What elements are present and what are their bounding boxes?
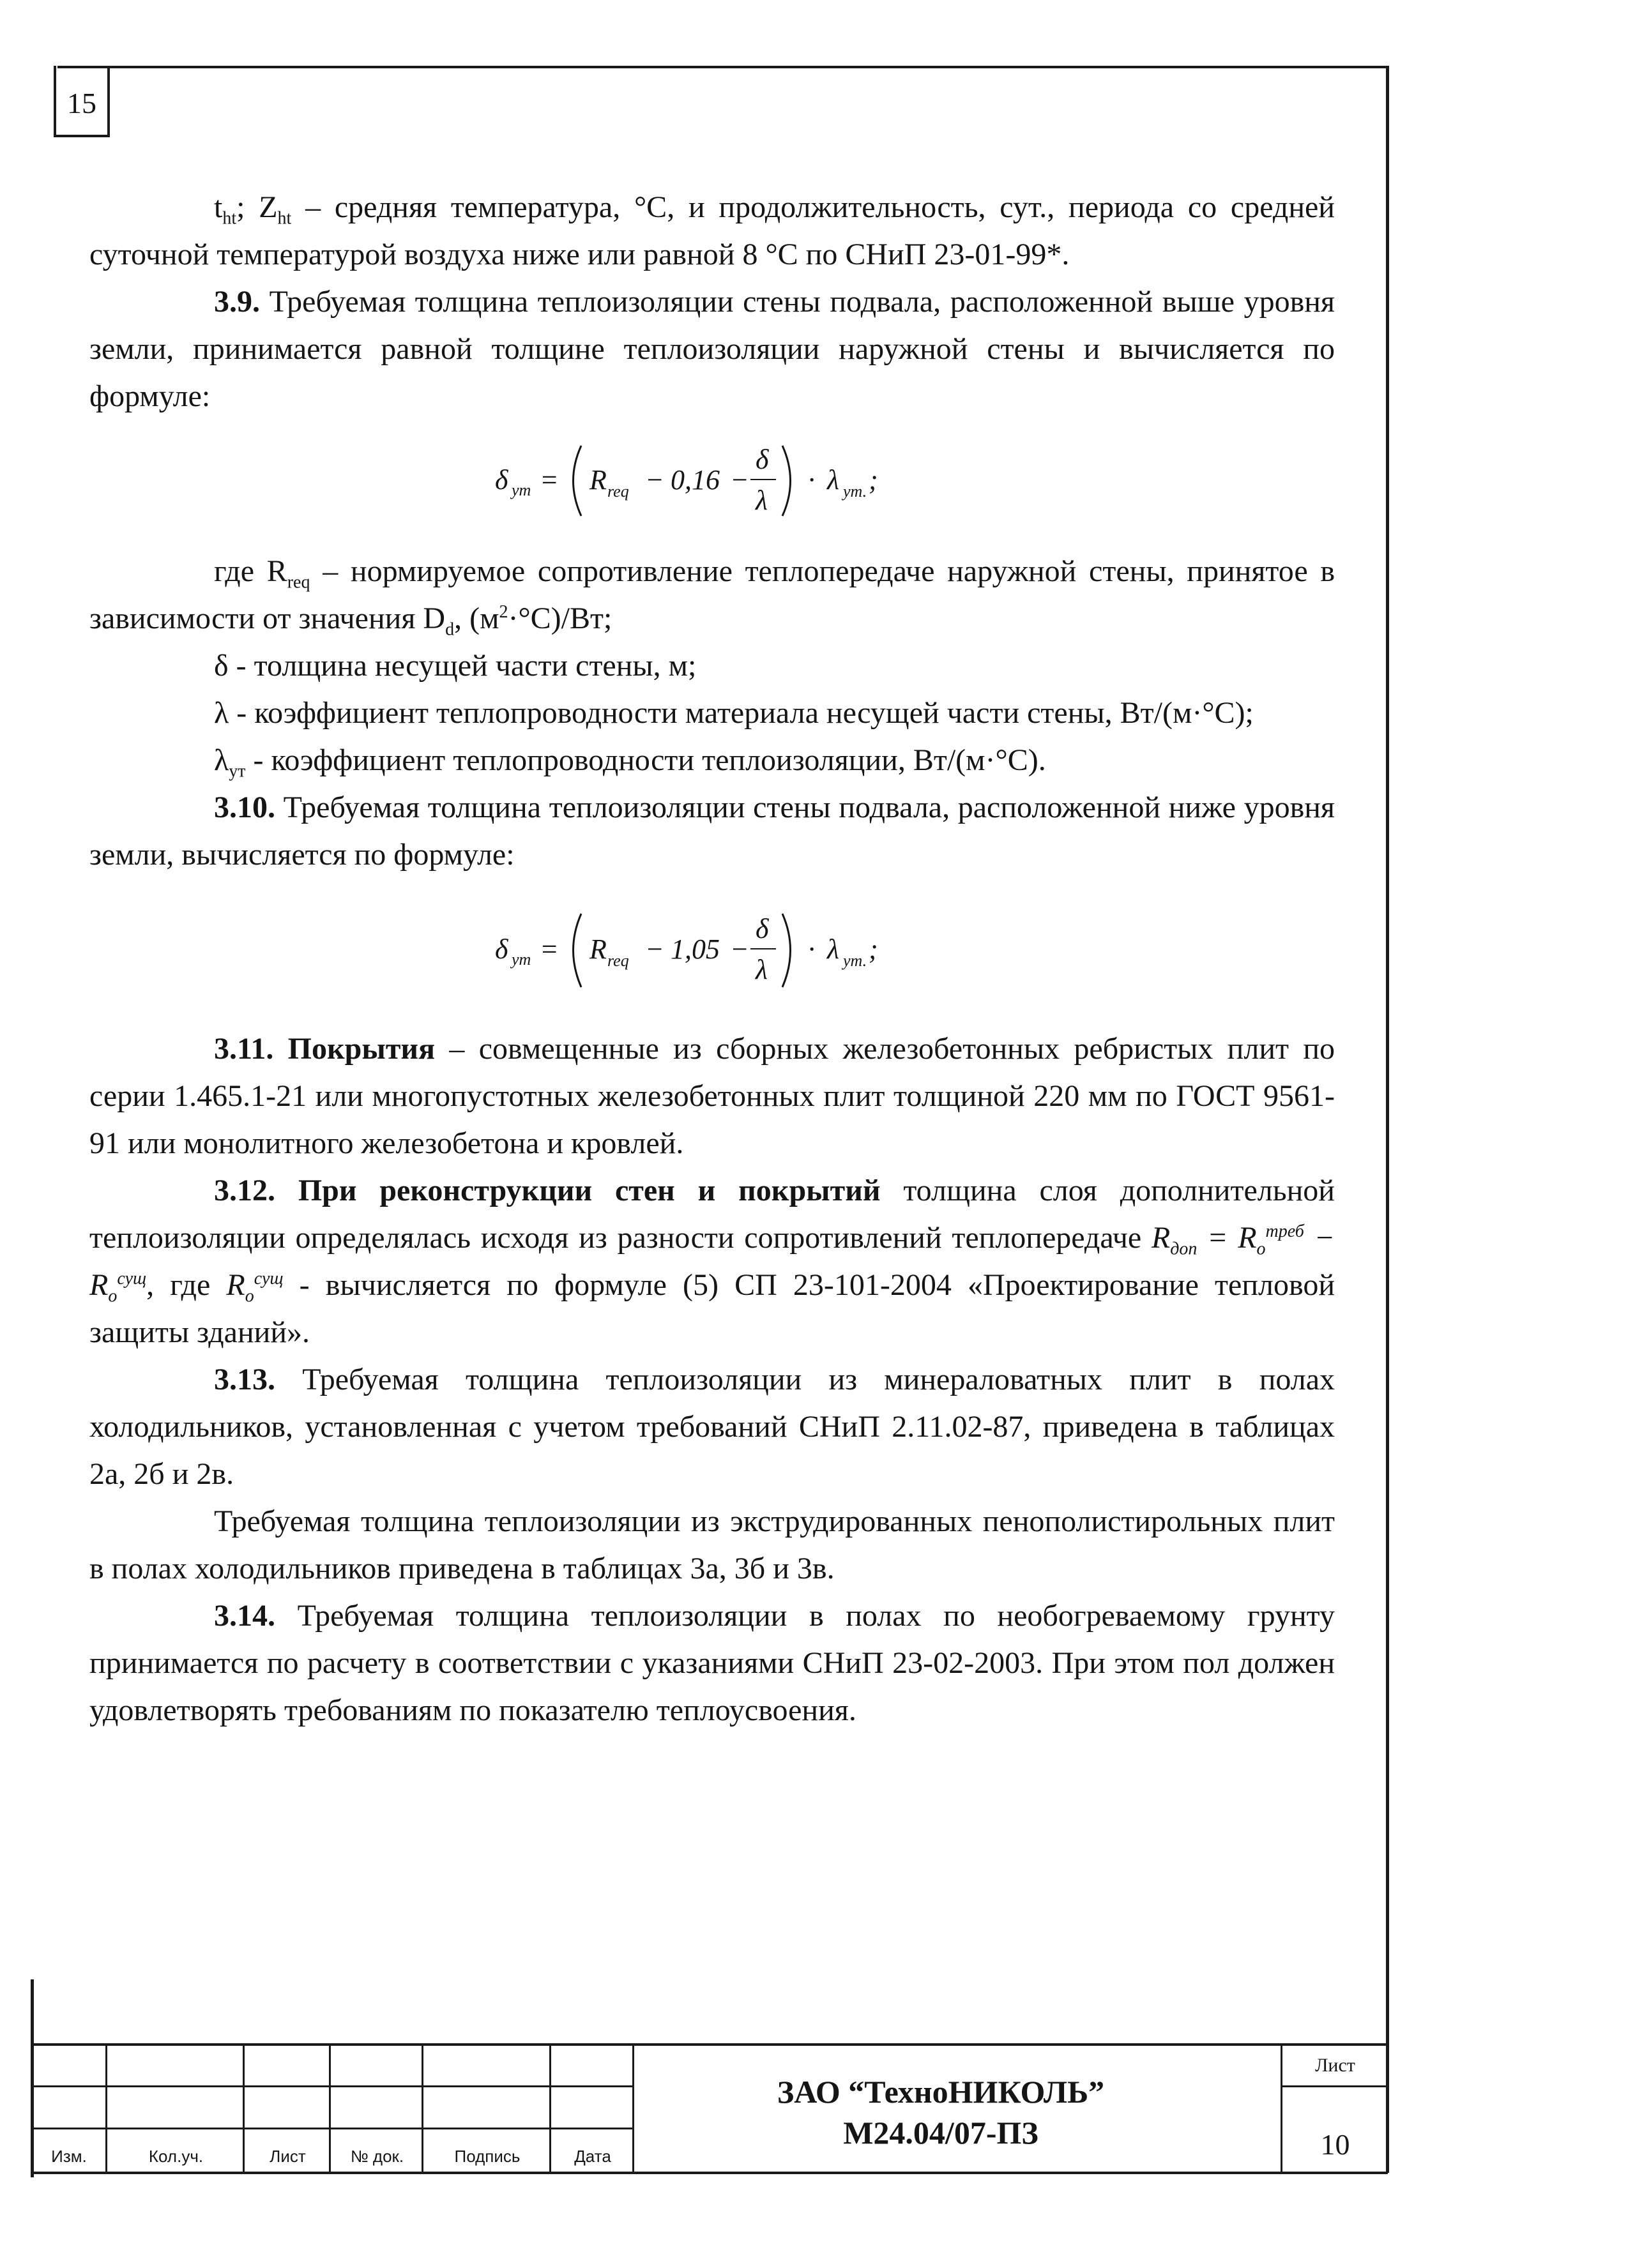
paragraph-delta: δ - толщина несущей части стены, м; [214, 649, 697, 683]
clause-text: – совмещенные из сборных железобетонных ребристых плит по серии 1.465.1-21 или многопустотных железобетонных плит толщиной 220 мм по ГОСТ 9561-91 или монолитного железобетона и кровлей. [89, 1032, 1335, 1160]
stamp-label-izm: Изм. [51, 2147, 87, 2166]
svg-text:ут: ут [512, 481, 531, 499]
svg-text:;: ; [869, 934, 878, 965]
formula-svg-2 [469, 879, 955, 1019]
paragraph-3-13-b: Требуемая толщина теплоизоляции из экструдированных пенополистирольных плит в полах холодильников приведена в таблицах 3а, 3б и 3в. [89, 1504, 1335, 1585]
stamp-organization [605, 2071, 1276, 2153]
clause-text: , где [146, 1268, 211, 1302]
stamp-row-line [31, 2128, 634, 2129]
stamp-label-ndok: № док. [350, 2147, 404, 2166]
stamp-sheet-label: Лист [1315, 2055, 1355, 2076]
svg-text:·: · [808, 464, 815, 495]
svg-text:δ: δ [495, 934, 508, 965]
svg-text:−: − [730, 934, 749, 965]
svg-text:;: ; [869, 464, 878, 495]
paragraph-3-11 [89, 1025, 1335, 1167]
svg-text:δ: δ [756, 913, 769, 944]
paragraph-where-rreq: где $R_{req}$ – нормируемое сопротивление теплопередаче наружной стены, принятое в зависимости от значения $D_d$, $(м^2\cdot^\circ С)/Вт$; [89, 554, 1335, 640]
paragraph-tht-zht: $t_{ht}$; $Z_{ht}$ – средняя температура, °С, и продолжительность, сут., периода со средней суточной температурой воздуха ниже или равной 8 °С по СНиП 23-01-99*. [89, 190, 1335, 271]
clause-text: Требуемая толщина теплоизоляции из минераловатных плит в полах холодильников, установленная с учетом требований СНиП 2.11.02-87, приведена в таблицах 2а, 2б и 2в. [89, 1363, 1335, 1491]
paragraph-3-14 [89, 1592, 1335, 1734]
svg-text:ут.: ут. [843, 482, 867, 501]
stamp-sheet-number: 10 [1320, 2128, 1350, 2161]
svg-text:=: = [540, 464, 559, 495]
svg-text:−: − [645, 464, 664, 495]
stamp-sheet-line [1282, 2085, 1388, 2087]
svg-text:ут: ут [512, 950, 531, 969]
clause-heading: 3.11. Покрытия [214, 1032, 436, 1066]
paragraph-3-13 [89, 1356, 1335, 1498]
stamp-label-list: Лист [270, 2147, 306, 2166]
stamp-row-line [31, 2085, 634, 2087]
paragraph-3-12 [89, 1167, 1335, 1356]
document-code: М24.04/07-ПЗ [843, 2115, 1038, 2151]
title-block [31, 2043, 1388, 2174]
clause-text: Требуемая толщина теплоизоляции стены подвала, расположенной выше уровня земли, принимается равной толщине теплоизоляции наружной стены и вычисляется по формуле: [89, 285, 1335, 413]
svg-text:·: · [808, 934, 815, 965]
formula-1-coefficient: 0,16 [671, 464, 720, 495]
paragraph-lambda-ut: $\lambda_{ут}$ - коэффициент теплопроводности теплоизоляции, Вт/(м·°С). [214, 743, 1046, 782]
svg-text:λ: λ [827, 464, 840, 495]
clause-text: толщина слоя дополнительной теплоизоляции определялась исходя из разности сопротивлений теплопередаче [89, 1174, 1335, 1255]
svg-text:=: = [540, 934, 559, 965]
svg-text:λ: λ [756, 485, 768, 516]
stamp-label-kolych: Кол.уч. [148, 2147, 204, 2166]
svg-text:R: R [589, 464, 607, 495]
formula-above-ground [89, 420, 1335, 548]
stamp-label-data: Дата [574, 2147, 611, 2166]
svg-text:δ: δ [495, 464, 508, 495]
inline-formula-rdop: $R_{доп} = R_о^{треб} - R_о^{сущ}$ [89, 1221, 1335, 1306]
inline-formula-ro: $R_о^{сущ}$ [226, 1268, 284, 1306]
stamp-label-podpis: Подпись [454, 2147, 521, 2166]
formula-2-coefficient: 1,05 [671, 934, 720, 965]
svg-text:δ: δ [756, 444, 769, 475]
svg-text:ут.: ут. [843, 951, 867, 970]
document-body [89, 184, 1335, 1734]
clause-number: 3.14. [214, 1599, 275, 1633]
organization-name: ЗАО “ТехноНИКОЛЬ” [777, 2074, 1105, 2110]
clause-number: 3.10. [214, 790, 275, 824]
formula-below-ground [89, 879, 1335, 1025]
clause-number: 3.9. [214, 285, 260, 319]
paragraph-3-9 [89, 278, 1335, 420]
paragraph-3-10 [89, 784, 1335, 879]
clause-text: Требуемая толщина теплоизоляции в полах по необогреваемому грунту принимается по расчету в соответствии с указаниями СНиП 23-02-2003. При этом пол должен удовлетворять требованиям по показателю теплоусвоения. [89, 1599, 1335, 1727]
clause-number: 3.13. [214, 1363, 275, 1396]
svg-text:req: req [607, 482, 629, 501]
clause-text: Требуемая толщина теплоизоляции стены подвала, расположенной ниже уровня земли, вычисляется по формуле: [89, 790, 1335, 872]
paragraph-lambda: λ - коэффициент теплопроводности материала несущей части стены, Вт/(м·°С); [214, 696, 1254, 730]
page-corner-number: 15 [67, 87, 96, 119]
frame-right-border [1386, 66, 1389, 2173]
svg-text:−: − [645, 934, 664, 965]
formula-svg-1 [469, 420, 955, 541]
svg-text:−: − [730, 464, 749, 495]
svg-text:λ: λ [827, 934, 840, 965]
clause-heading: 3.12. При реконструкции стен и покрытий [214, 1174, 881, 1207]
svg-text:req: req [607, 951, 629, 970]
clause-text: - вычисляется по формуле (5) СП 23-101-2004 «Проектирование тепловой защиты зданий». [89, 1268, 1335, 1349]
svg-text:λ: λ [756, 954, 768, 985]
svg-text:R: R [589, 934, 607, 965]
frame-top-border [57, 66, 1388, 68]
